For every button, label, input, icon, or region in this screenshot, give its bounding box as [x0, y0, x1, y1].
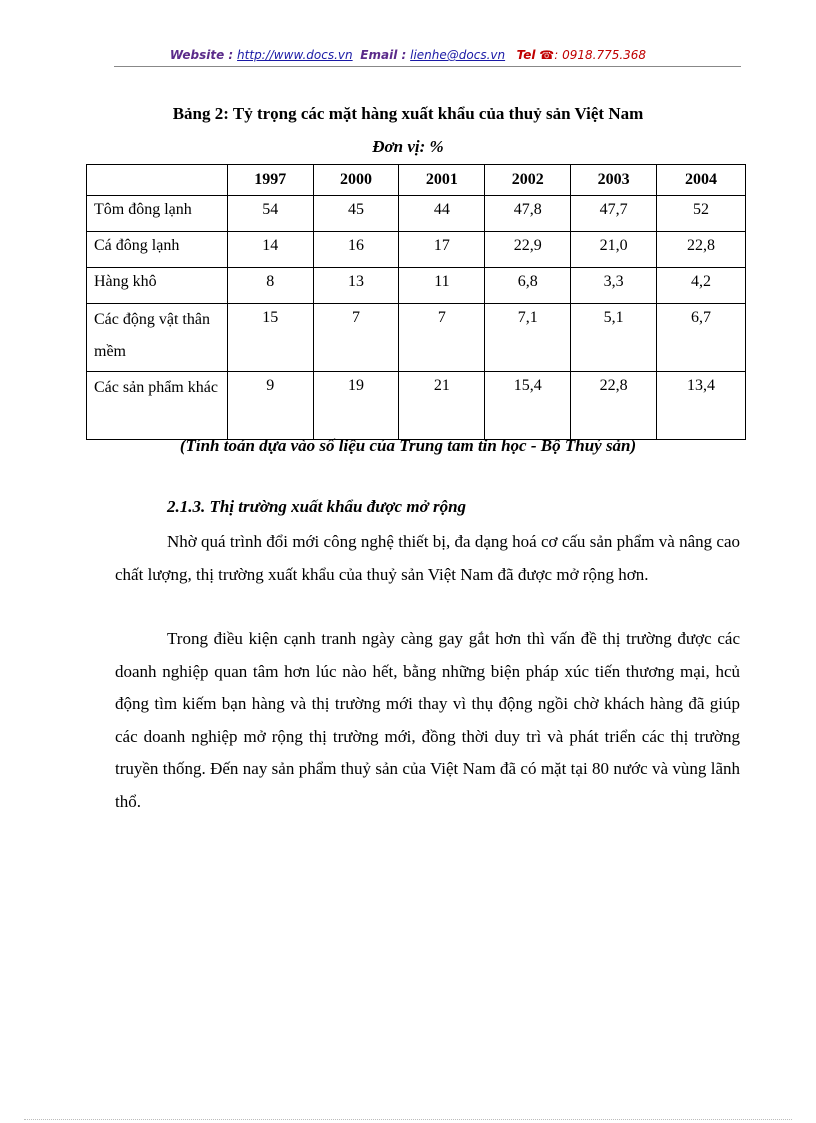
year-header: 2002: [485, 165, 571, 196]
table-cell: 21: [399, 372, 485, 440]
table-cell: 7: [399, 304, 485, 372]
table-cell: 47,8: [485, 196, 571, 232]
row-label: Tôm đông lạnh: [87, 196, 228, 232]
table-cell: 45: [313, 196, 399, 232]
table-corner-cell: [87, 165, 228, 196]
table-row: [87, 196, 746, 232]
table-cell: 15: [227, 304, 313, 372]
table-cell: 7,1: [485, 304, 571, 372]
table-row: [87, 304, 746, 372]
table-header-row: [87, 165, 746, 196]
section-heading: 2.1.3. Thị trường xuất khẩu được mở rộng: [167, 497, 467, 516]
table-cell: 13,4: [657, 372, 746, 440]
row-label: Cá đông lạnh: [87, 232, 228, 268]
table-cell: 5,1: [571, 304, 657, 372]
table-cell: 11: [399, 268, 485, 304]
year-header: 2003: [571, 165, 657, 196]
email-label: Email :: [360, 48, 407, 62]
row-label: Các động vật thân mềm: [87, 304, 228, 372]
year-header: 2001: [399, 165, 485, 196]
table-cell: 22,8: [657, 232, 746, 268]
year-header: 2004: [657, 165, 746, 196]
export-share-table: [86, 164, 746, 440]
table-cell: 17: [399, 232, 485, 268]
body-paragraph: Nhờ quá trình đổi mới công nghệ thiết bị, đa dạng hoá cơ cấu sản phẩm và nâng cao chất lượng, thị trường xuất khẩu của thuỷ sản Việt Nam đã được mở rộng hơn.: [115, 532, 740, 584]
body-paragraph: Trong điều kiện cạnh tranh ngày càng gay gắt hơn thì vấn đề thị trường được các doanh nghiệp quan tâm hơn lúc nào hết, bằng những biện pháp xúc tiến thương mại, hcủ động tìm kiếm bạn hàng và thị trường mới thay vì thụ động ngồi chờ khách hàng đã giúp các doanh nghiệp mở rộng thị trường mới, đồng thời duy trì và phát triển các thị trường truyền thống. Đến nay sản phẩm thuỷ sản của Việt Nam đã có mặt tại 80 nước và vùng lãnh thổ.: [115, 629, 740, 811]
table-cell: 6,7: [657, 304, 746, 372]
table-unit: Đơn vị: %: [372, 137, 444, 156]
table-cell: 4,2: [657, 268, 746, 304]
table-cell: 21,0: [571, 232, 657, 268]
table-cell: 6,8: [485, 268, 571, 304]
table-cell: 52: [657, 196, 746, 232]
phone-icon: ☎: [539, 48, 555, 62]
tel-label: Tel: [516, 48, 536, 62]
table-title: Bảng 2: Tỷ trọng các mặt hàng xuất khẩu của thuỷ sản Việt Nam: [172, 104, 644, 123]
table-cell: 47,7: [571, 196, 657, 232]
year-header: 2000: [313, 165, 399, 196]
table-cell: 8: [227, 268, 313, 304]
email-link[interactable]: lienhe@docs.vn: [410, 48, 506, 62]
row-label: Các sản phẩm khác: [87, 372, 228, 440]
website-link[interactable]: http://www.docs.vn: [237, 48, 353, 62]
table-cell: 54: [227, 196, 313, 232]
page-bottom-divider: [24, 1119, 792, 1120]
table-cell: 22,8: [571, 372, 657, 440]
table-cell: 3,3: [571, 268, 657, 304]
website-label: Website :: [169, 48, 234, 62]
table-cell: 13: [313, 268, 399, 304]
table-cell: 19: [313, 372, 399, 440]
year-header: 1997: [227, 165, 313, 196]
phone-number: : 0918.775.368: [554, 48, 647, 62]
table-source-note: (Tính toán dựa vào số liệu của Trung tam tin học - Bộ Thuỷ sản): [179, 436, 637, 455]
page-header: [0, 48, 816, 62]
header-divider: [114, 66, 741, 67]
table-row: [87, 372, 746, 440]
table-cell: 9: [227, 372, 313, 440]
table-cell: 7: [313, 304, 399, 372]
table-cell: 15,4: [485, 372, 571, 440]
table-cell: 44: [399, 196, 485, 232]
table-cell: 16: [313, 232, 399, 268]
table-cell: 22,9: [485, 232, 571, 268]
table-row: [87, 232, 746, 268]
table-cell: 14: [227, 232, 313, 268]
table-row: [87, 268, 746, 304]
row-label: Hàng khô: [87, 268, 228, 304]
